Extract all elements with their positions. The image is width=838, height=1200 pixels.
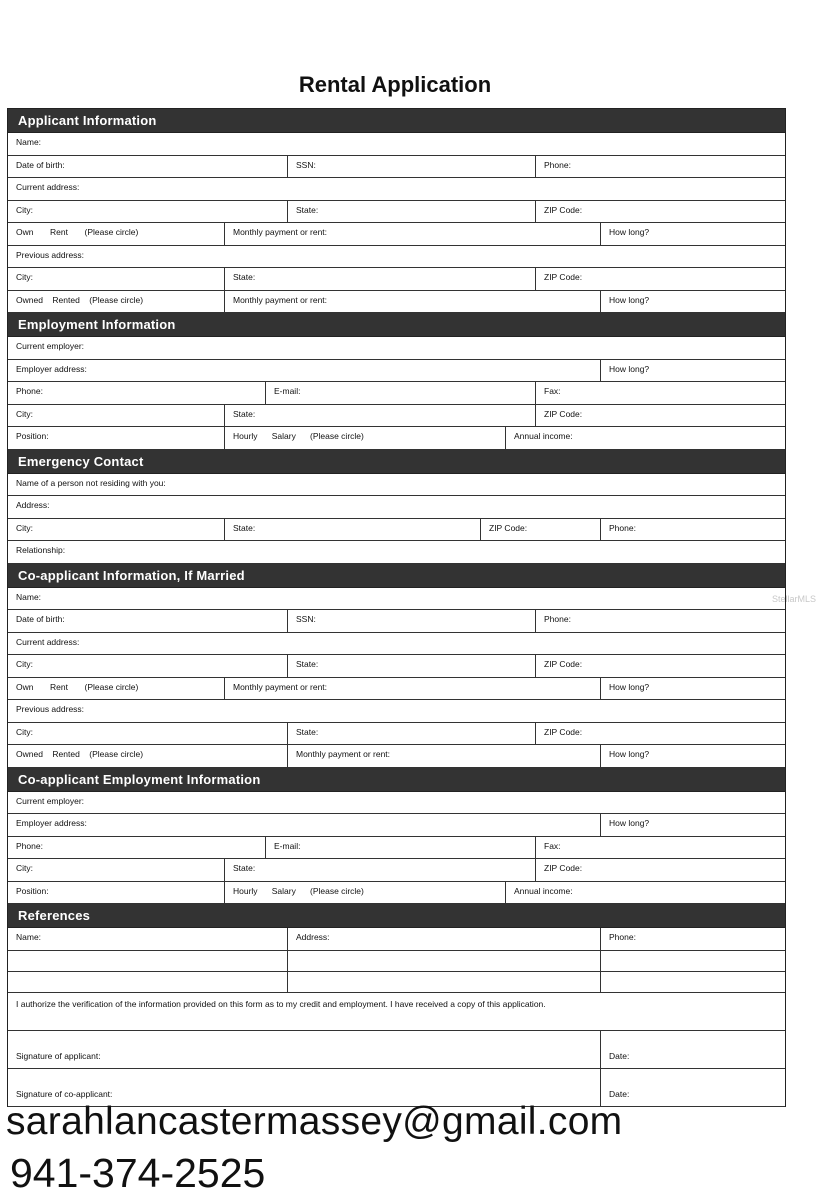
own-option: Own [16, 681, 34, 692]
coemployment-position-row[interactable] [8, 882, 785, 905]
employment-employer-address-row[interactable] [8, 360, 785, 383]
please-circle-note: (Please circle) [89, 749, 144, 759]
coapplicant-current-address-row[interactable] [8, 633, 785, 656]
contact-email: sarahlancastermassey@gmail.com [6, 1100, 623, 1143]
section-coemployment-heading: Co-applicant Employment Information [8, 768, 785, 792]
rental-application-form [7, 108, 786, 1107]
coemployment-current-employer-row[interactable] [8, 792, 785, 815]
applicant-state-label: State: [288, 201, 536, 223]
coemployment-pay-type-cell [225, 882, 506, 904]
references-name-cell[interactable] [8, 972, 288, 992]
coapplicant-zip-label: ZIP Code: [544, 659, 583, 669]
coemployment-how-long-label: How long? [609, 818, 650, 828]
employment-state-label: State: [225, 405, 536, 427]
coapplicant-own-rent-row[interactable] [8, 678, 785, 701]
coapplicant-name-row[interactable] [8, 588, 785, 611]
employment-city-label: City: [8, 405, 225, 427]
section-employment-heading: Employment Information [8, 313, 785, 337]
applicant-current-address-label: Current address: [16, 182, 80, 192]
applicant-phone-label: Phone: [544, 159, 571, 170]
section-applicant-heading: Applicant Information [8, 109, 785, 133]
signature-applicant-label: Signature of applicant: [8, 1031, 601, 1068]
please-circle-note: (Please circle) [84, 227, 139, 237]
emergency-state-label: State: [225, 519, 481, 541]
employment-phone-row[interactable] [8, 382, 785, 405]
coapplicant-previous-address-label: Previous address: [16, 704, 85, 714]
coapplicant-own-rent-cell [8, 678, 225, 700]
emergency-name-label: Name of a person not residing with you: [16, 477, 166, 488]
hourly-option: Hourly [233, 431, 258, 441]
applicant-name-row[interactable] [8, 133, 785, 156]
coemployment-email-label: E-mail: [266, 837, 536, 859]
references-phone-cell[interactable] [601, 951, 785, 971]
applicant-previous-address-row[interactable] [8, 246, 785, 269]
references-address-cell[interactable] [288, 972, 601, 992]
references-name-label: Name: [8, 928, 288, 950]
emergency-city-label: City: [8, 519, 225, 541]
coapplicant-monthly-label: Monthly payment or rent: [225, 678, 601, 700]
hourly-option: Hourly [233, 885, 258, 896]
employment-how-long-label: How long? [609, 363, 650, 374]
rented-option: Rented [52, 294, 80, 305]
applicant-dob-label: Date of birth: [8, 156, 288, 178]
authorization-statement: I authorize the verification of the information provided on this form as to my credit and employment. I have received a copy of this application. [8, 993, 785, 1031]
applicant-own-rent-row[interactable] [8, 223, 785, 246]
section-coapplicant-heading: Co-applicant Information, If Married [8, 564, 785, 588]
coapplicant-owned-rented-cell [8, 745, 288, 767]
employment-zip-label: ZIP Code: [544, 408, 583, 419]
signature-coapplicant-label: Signature of co-applicant: [8, 1069, 601, 1106]
owned-option: Owned [16, 294, 43, 305]
signature-applicant-date-label: Date: [609, 1050, 630, 1061]
coemployment-city-row[interactable] [8, 859, 785, 882]
coapplicant-how-long-label: How long? [609, 681, 650, 692]
applicant-prev-how-long-label: How long? [609, 294, 650, 305]
signature-coapplicant-date-label: Date: [609, 1088, 630, 1099]
rent-option: Rent [50, 681, 68, 692]
references-address-cell[interactable] [288, 951, 601, 971]
employment-position-label: Position: [8, 427, 225, 449]
applicant-prev-city-label: City: [8, 268, 225, 290]
coemployment-annual-income-label: Annual income: [514, 885, 573, 896]
coapplicant-name-label: Name: [16, 591, 42, 602]
coemployment-phone-label: Phone: [8, 837, 266, 859]
coemployment-city-label: City: [8, 859, 225, 881]
emergency-address-label: Address: [16, 500, 50, 510]
references-address-label: Address: [288, 928, 601, 950]
coemployment-zip-label: ZIP Code: [544, 863, 583, 873]
coapplicant-prev-state-label: State: [288, 723, 536, 745]
applicant-how-long-label: How long? [609, 227, 650, 237]
signature-applicant-row[interactable] [8, 1031, 785, 1069]
employment-current-employer-label: Current employer: [16, 341, 85, 351]
coapplicant-dob-label: Date of birth: [8, 610, 288, 632]
applicant-prev-city-row[interactable] [8, 268, 785, 291]
applicant-previous-address-label: Previous address: [16, 249, 85, 260]
section-emergency-heading: Emergency Contact [8, 450, 785, 474]
coapplicant-previous-address-row[interactable] [8, 700, 785, 723]
employment-position-row[interactable] [8, 427, 785, 450]
applicant-ssn-label: SSN: [288, 156, 536, 178]
applicant-owned-rented-cell [8, 291, 225, 313]
coapplicant-city-row[interactable] [8, 655, 785, 678]
references-phone-label: Phone: [609, 932, 636, 942]
coapplicant-current-address-label: Current address: [16, 636, 80, 647]
salary-option: Salary [271, 431, 296, 441]
please-circle-note: (Please circle) [310, 885, 364, 896]
applicant-dob-row[interactable] [8, 156, 785, 179]
emergency-address-row[interactable] [8, 496, 785, 519]
own-option: Own [16, 227, 34, 237]
form-title: Rental Application [298, 72, 492, 97]
please-circle-note: (Please circle) [310, 431, 364, 441]
coapplicant-state-label: State: [288, 655, 536, 677]
references-name-cell[interactable] [8, 951, 288, 971]
applicant-owned-rented-row[interactable] [8, 291, 785, 314]
employment-fax-label: Fax: [544, 386, 561, 396]
contact-phone: 941-374-2525 [10, 1150, 266, 1196]
coapplicant-prev-how-long-label: How long? [609, 749, 650, 759]
please-circle-note: (Please circle) [89, 294, 144, 305]
coemployment-position-label: Position: [8, 882, 225, 904]
applicant-zip-label: ZIP Code: [544, 204, 583, 215]
coapplicant-phone-label: Phone: [544, 614, 571, 624]
employment-employer-address-label: Employer address: [8, 360, 601, 382]
emergency-city-row[interactable] [8, 519, 785, 542]
coapplicant-city-label: City: [8, 655, 288, 677]
please-circle-note: (Please circle) [84, 681, 139, 692]
applicant-prev-zip-label: ZIP Code: [544, 272, 583, 282]
emergency-relationship-label: Relationship: [16, 545, 66, 555]
applicant-monthly-label: Monthly payment or rent: [225, 223, 601, 245]
coapplicant-owned-rented-row[interactable] [8, 745, 785, 768]
watermark: StellarMLS [772, 594, 817, 604]
applicant-current-address-row[interactable] [8, 178, 785, 201]
coemployment-phone-row[interactable] [8, 837, 785, 860]
coemployment-employer-address-row[interactable] [8, 814, 785, 837]
coapplicant-prev-city-row[interactable] [8, 723, 785, 746]
emergency-relationship-row[interactable] [8, 541, 785, 564]
applicant-city-label: City: [8, 201, 288, 223]
employment-city-row[interactable] [8, 405, 785, 428]
references-phone-cell[interactable] [601, 972, 785, 992]
emergency-phone-label: Phone: [609, 522, 636, 533]
references-header-row[interactable] [8, 928, 785, 951]
coapplicant-ssn-label: SSN: [288, 610, 536, 632]
coemployment-state-label: State: [225, 859, 536, 881]
applicant-own-rent-cell [8, 223, 225, 245]
salary-option: Salary [271, 885, 296, 896]
emergency-name-row[interactable] [8, 474, 785, 497]
applicant-prev-state-label: State: [225, 268, 536, 290]
coemployment-fax-label: Fax: [544, 840, 561, 851]
applicant-name-label: Name: [16, 137, 42, 147]
employment-email-label: E-mail: [266, 382, 536, 404]
employment-pay-type-cell [225, 427, 506, 449]
employment-current-employer-row[interactable] [8, 337, 785, 360]
coapplicant-prev-zip-label: ZIP Code: [544, 726, 583, 737]
applicant-city-row[interactable] [8, 201, 785, 224]
references-blank-row[interactable] [8, 951, 785, 972]
coemployment-employer-address-label: Employer address: [8, 814, 601, 836]
references-blank-row[interactable] [8, 972, 785, 993]
rented-option: Rented [52, 749, 80, 759]
coapplicant-prev-city-label: City: [8, 723, 288, 745]
emergency-zip-label: ZIP Code: [481, 519, 601, 541]
coapplicant-prev-monthly-label: Monthly payment or rent: [288, 745, 601, 767]
coemployment-current-employer-label: Current employer: [16, 795, 85, 806]
section-references-heading: References [8, 904, 785, 928]
coapplicant-dob-row[interactable] [8, 610, 785, 633]
applicant-prev-monthly-label: Monthly payment or rent: [225, 291, 601, 313]
employment-annual-income-label: Annual income: [514, 431, 573, 441]
rent-option: Rent [50, 227, 68, 237]
owned-option: Owned [16, 749, 43, 759]
employment-phone-label: Phone: [8, 382, 266, 404]
